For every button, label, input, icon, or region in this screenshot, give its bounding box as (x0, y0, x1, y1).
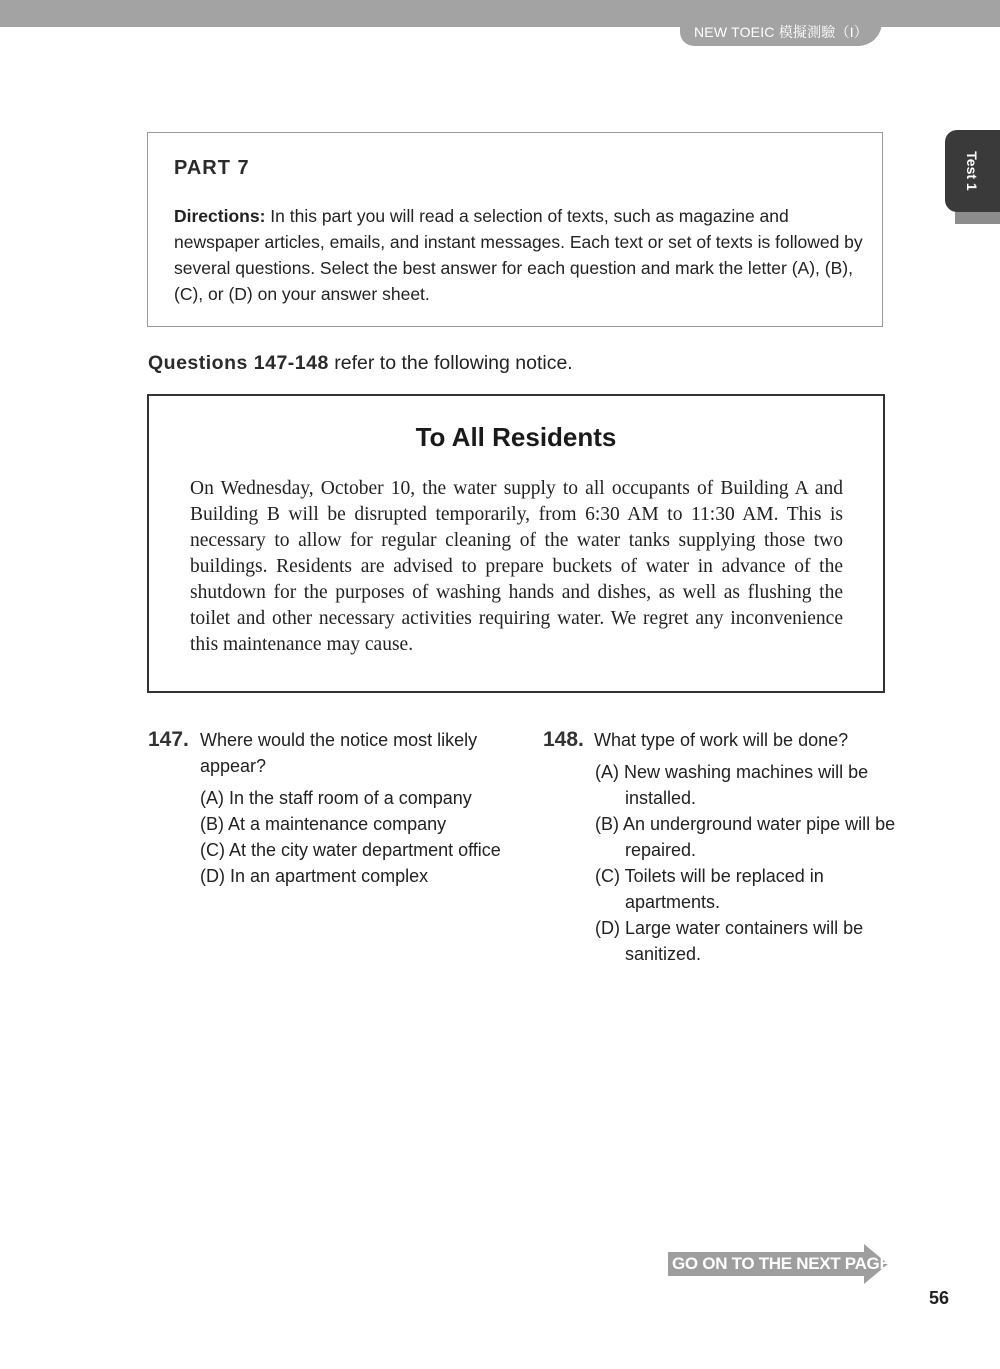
question-148 (543, 727, 903, 967)
directions-body: In this part you will read a selection of texts, such as magazine and newspaper articles, emails, and instant messages. Each text or set of texts is followed by several questions. Select the best answer for each question and mark the letter (A), (B), (C), or (D) on your answer sheet. (174, 206, 863, 304)
questions-intro-text: refer to the following notice. (328, 352, 573, 374)
answer-option-a[interactable]: (A) New washing machines will be installed. (595, 762, 869, 808)
question-number: 147. (148, 728, 189, 751)
notice-body: On Wednesday, October 10, the water supply to all occupants of Building A and Building B will be disrupted temporarily, from 6:30 AM to 11:30 AM. This is necessary to allow for regular cleaning of the water tanks supplying those two buildings. Residents are advised to prepare buckets of water in advance of the shutdown for the purposes of washing hands and dishes, as well as flushing the toilet and other necessary activities requiring water. We regret any inconvenience this maintenance may cause. (190, 478, 843, 655)
answer-option-b[interactable]: (B) An underground water pipe will be repaired. (595, 814, 896, 860)
next-page-arrow[interactable] (668, 1244, 891, 1284)
next-page-label: GO ON TO THE NEXT PAGE (672, 1254, 891, 1273)
part-title: PART 7 (174, 157, 250, 179)
directions-text (174, 203, 864, 307)
answer-option-d[interactable]: (D) In an apartment complex (200, 866, 429, 886)
answer-options (595, 759, 903, 967)
questions-intro (148, 352, 573, 375)
answer-option-b[interactable]: (B) At a maintenance company (200, 814, 447, 834)
page-number: 56 (929, 1288, 950, 1308)
answer-options (200, 785, 518, 889)
answer-option-c[interactable]: (C) At the city water department office (200, 840, 501, 860)
question-stem: What type of work will be done? (594, 730, 849, 750)
questions-range: Questions 147-148 (148, 352, 329, 374)
side-tab-label: Test 1 (964, 151, 980, 191)
test-side-tab (945, 130, 1000, 212)
answer-option-d[interactable]: (D) Large water containers will be sanitized. (595, 918, 864, 964)
directions-box (147, 132, 883, 327)
answer-option-a[interactable]: (A) In the staff room of a company (200, 788, 472, 808)
question-stem: Where would the notice most likely appear? (200, 730, 478, 776)
directions-label: Directions: (174, 206, 266, 226)
header-title: NEW TOEIC 模擬測驗（I） (680, 18, 882, 46)
question-147 (148, 727, 518, 889)
notice-box (147, 394, 885, 693)
notice-title: To All Residents (415, 422, 617, 452)
question-number: 148. (543, 728, 584, 751)
answer-option-c[interactable]: (C) Toilets will be replaced in apartments. (595, 866, 824, 912)
